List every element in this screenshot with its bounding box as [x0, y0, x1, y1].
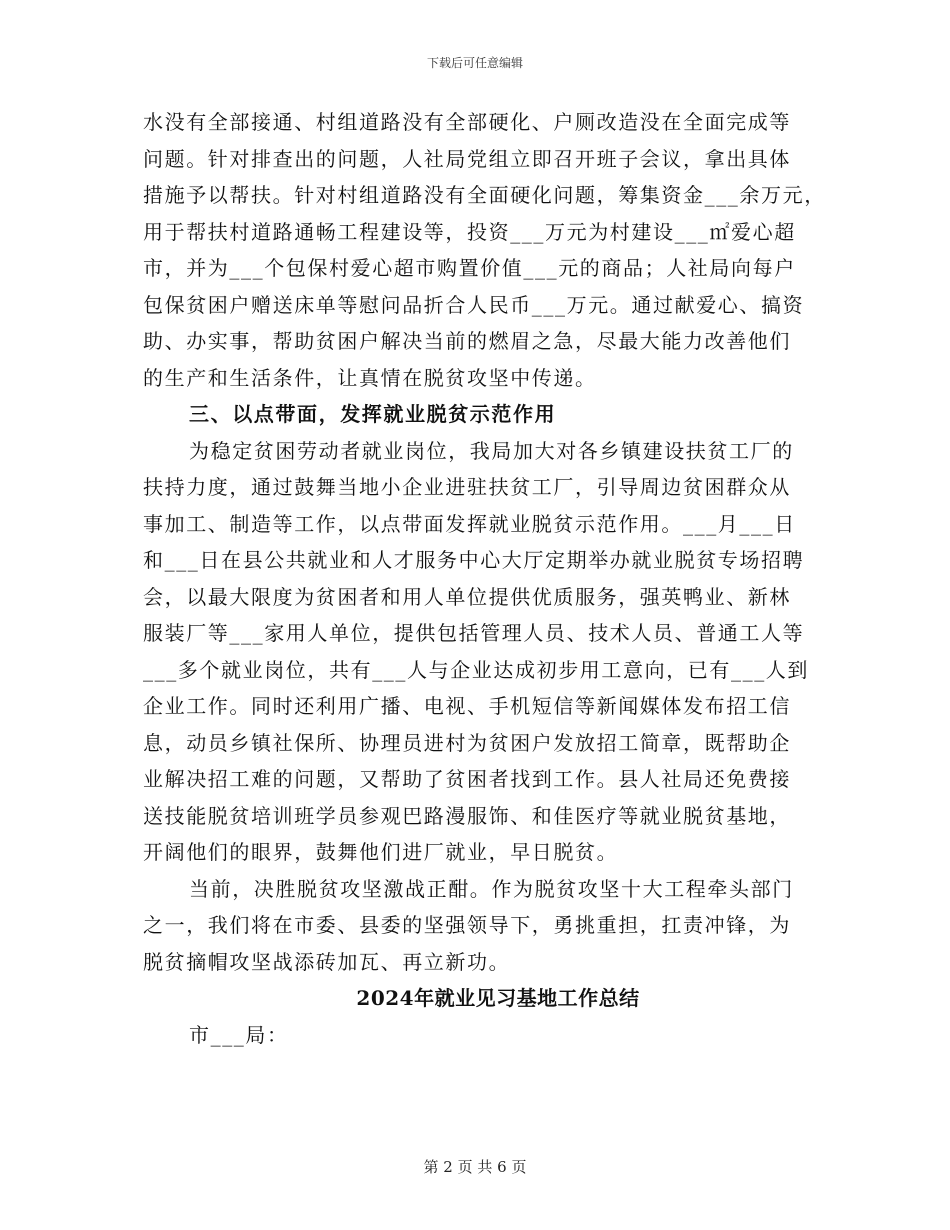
body-line-8: 的生产和生活条件，让真情在脱贫攻坚中传递。 [143, 365, 597, 390]
document-body [143, 104, 826, 1053]
body-line-13: 和___日在县公共就业和人才服务中心大厅定期举办就业脱贫专场招聘 [143, 548, 805, 572]
body-line-4: 用于帮扶村道路通畅工程建设等，投资___万元为村建设___㎡爱心超 [143, 219, 796, 244]
paragraph-start: 为稳定贫困劳动者就业岗位，我局加大对各乡镇建设扶贫工厂的 [189, 438, 794, 463]
salutation: 市___局： [189, 1022, 289, 1047]
body-line-1: 水没有全部接通、村组道路没有全部硬化、户厕改造没在全面完成等 [143, 110, 791, 134]
body-line-5: 市，并为___个包保村爱心超市购置价值___元的商品；人社局向每户 [143, 256, 796, 280]
body-line-20: 送技能脱贫培训班学员参观巴路漫服饰、和佳医疗等就业脱贫基地， [143, 803, 791, 828]
body-line-2: 问题。针对排查出的问题，人社局党组立即召开班子会议，拿出具体 [143, 146, 791, 171]
document-title: 2024年就业见习基地工作总结 [356, 986, 640, 1010]
body-line-19: 业解决招工难的问题，又帮助了贫困者找到工作。县人社局还免费接 [143, 767, 791, 791]
body-line-23: 之一，我们将在市委、县委的坚强领导下，勇挑重担，扛责冲锋，为 [143, 913, 791, 937]
body-line-11: 扶持力度，通过鼓舞当地小企业进驻扶贫工厂，引导周边贫困群众从 [143, 475, 791, 499]
page-number: 第 2 页 共 6 页 [423, 1158, 527, 1176]
page-header: 下载后可任意编辑 [426, 56, 523, 70]
body-line-12: 事加工、制造等工作，以点带面发挥就业脱贫示范作用。___月___日 [143, 511, 796, 536]
body-line-16: ___多个就业岗位，共有___人与企业达成初步用工意向，已有___人到 [143, 657, 809, 682]
paragraph-start: 当前，决胜脱贫攻坚激战正酣。作为脱贫攻坚十大工程牵头部门 [189, 876, 794, 901]
body-line-21: 开阔他们的眼界，鼓舞他们进厂就业，早日脱贫。 [143, 840, 619, 864]
section-heading: 三、以点带面，发挥就业脱贫示范作用 [189, 402, 557, 426]
body-line-18: 息，动员乡镇社保所、协理员进村为贫困户发放招工简章，既帮助企 [143, 730, 791, 755]
body-line-15: 服装厂等___家用人单位，提供包括管理人员、技术人员、普通工人等 [143, 621, 805, 645]
body-line-7: 助、办实事，帮助贫困户解决当前的燃眉之急，尽最大能力改善他们 [143, 329, 791, 353]
body-line-3: 措施予以帮扶。针对村组道路没有全面硬化问题，筹集资金___余万元， [143, 183, 826, 207]
body-line-6: 包保贫困户赠送床单等慰问品折合人民币___万元。通过献爱心、搞资 [143, 292, 805, 317]
body-line-14: 会，以最大限度为贫困者和用人单位提供优质服务，强英鸭业、新林 [143, 584, 791, 609]
body-line-24: 脱贫摘帽攻坚战添砖加瓦、再立新功。 [143, 949, 511, 974]
body-line-17: 企业工作。同时还利用广播、电视、手机短信等新闻媒体发布招工信 [143, 694, 791, 718]
